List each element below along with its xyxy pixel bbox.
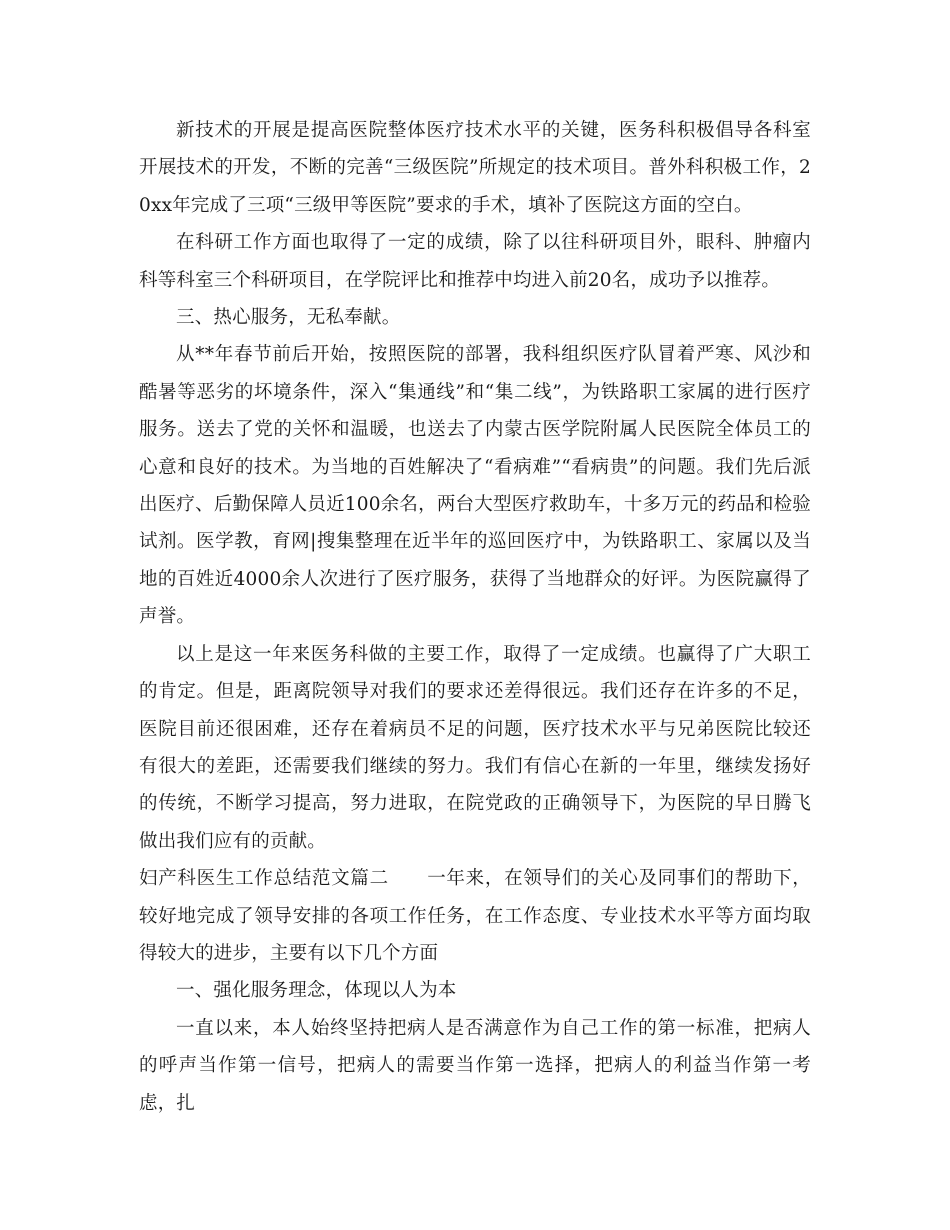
paragraph-patient-first: 一直以来，本人始终坚持把病人是否满意作为自己工作的第一标准，把病人的呼声当作第一信号，把病人的需要当作第一选择，把病人的利益当作第一考虑，扎 <box>139 1017 811 1114</box>
paragraph-medical-team: 从**年春节前后开始，按照医院的部署，我科组织医疗队冒着严寒、风沙和酷暑等恶劣的坏境条件，深入“集通线”和“集二线”，为铁路职工家属的进行医疗服务。送去了党的关怀和温暖，也送去了内蒙古医学院附属人民医院全体员工的心意和良好的技术。为当地的百姓解决了“看病难”“看病贵”的问题。我们先后派出医疗、后勤保障人员近100余名，两台大型医疗救助车，十多万元的药品和检验试剂。医学教，育网|搜集整理在近半年的巡回医疗中，为铁路职工、家属以及当地的百姓近4000余人次进行了医疗服务，获得了当地群众的好评。为医院赢得了声誉。 <box>139 344 811 628</box>
section-heading-service: 三、热心服务，无私奉献。 <box>176 307 401 329</box>
section-heading-service-concept: 一、强化服务理念，体现以人为本 <box>176 980 457 1002</box>
document-body <box>139 112 811 1122</box>
paragraph-new-technology: 新技术的开展是提高医院整体医疗技术水平的关键，医务科积极倡导各科室开展技术的开发，不断的完善“三级医院”所规定的技术项目。普外科积极工作，20xx年完成了三项“三级甲等医院”要求的手术，填补了医院这方面的空白。 <box>139 120 811 216</box>
paragraph-summary: 以上是这一年来医务科做的主要工作，取得了一定成绩。也赢得了广大职工的肯定。但是，距离院领导对我们的要求还差得很远。我们还存在许多的不足，医院目前还很困难，还存在着病员不足的问题，医疗技术水平与兄弟医院比较还有很大的差距，还需要我们继续的努力。我们有信心在新的一年里，继续发扬好的传统，不断学习提高，努力进取，在院党政的正确领导下，为医院的早日腾飞做出我们应有的贡献。 <box>139 643 811 852</box>
paragraph-research: 在科研工作方面也取得了一定的成绩，除了以往科研项目外，眼科、肿瘤内科等科室三个科研项目，在学院评比和推荐中均进入前20名，成功予以推荐。 <box>139 232 811 291</box>
paragraph-article-two-intro: 妇产科医生工作总结范文篇二 一年来，在领导们的关心及同事们的帮助下，较好地完成了领导安排的各项工作任务，在工作态度、专业技术水平等方面均取得较大的进步，主要有以下几个方面 <box>139 868 811 964</box>
